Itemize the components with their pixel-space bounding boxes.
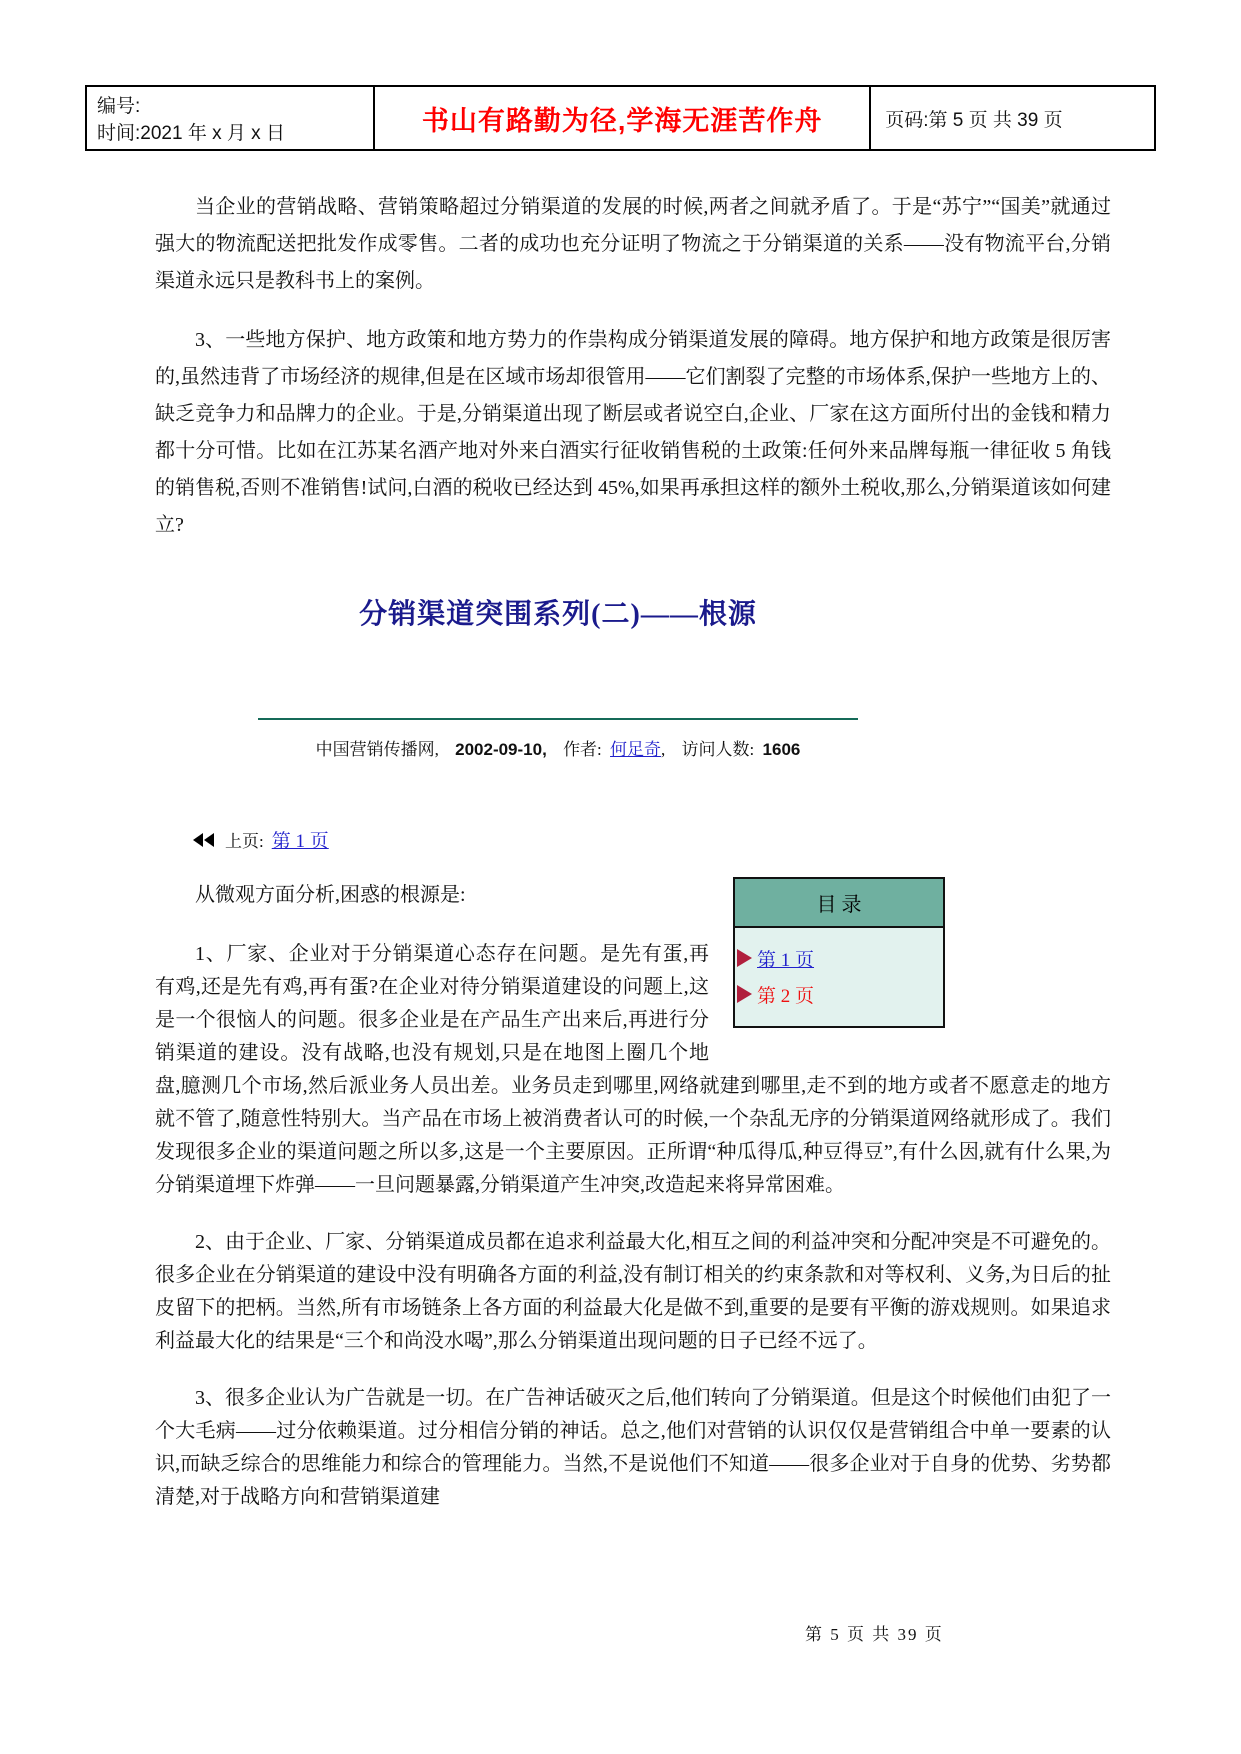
arrow-right-icon [737, 985, 752, 1003]
header-table [85, 85, 1156, 151]
doc-number-label: 编号: [97, 96, 141, 117]
paragraph-point2: 2、由于企业、厂家、分销渠道成员都在追求利益最大化,相互之间的利益冲突和分配冲突是不可避免的。很多企业在分销渠道的建设中没有明确各方面的利益,没有制订相关的约束条款和对等权利、义务,为日后的扯皮留下的把柄。当然,所有市场链条上各方面的利益最大化是做不到,重要的是要有平衡的游戏规则。如果追求利益最大化的结果是“三个和尚没水喝”,那么分销渠道出现问题的日子已经不远了。 [155, 1231, 1111, 1352]
toc-link-page1[interactable]: 第 1 页 [757, 949, 815, 971]
article-head [143, 592, 973, 762]
source-site: 中国营销传播网, [315, 740, 439, 759]
header-cell-meta [87, 87, 375, 149]
header-cell-slogan [375, 87, 871, 149]
source-date: 2002-09-10, [455, 740, 547, 759]
toc-title: 目 录 [735, 879, 943, 928]
article-title: 分销渠道突围系列(二)——根源 [359, 599, 757, 630]
article-body [155, 879, 1111, 1514]
paragraph-logistics: 当企业的营销战略、营销策略超过分销渠道的发展的时候,两者之间就矛盾了。于是“苏宁”“国美”就通过强大的物流配送把批发作成零售。二者的成功也充分证明了物流之于分销渠道的关系——没有物流平台,分销渠道永远只是教科书上的案例。 [155, 196, 1111, 292]
toc-item-page1[interactable] [737, 940, 935, 976]
header-cell-page [871, 87, 1154, 149]
paragraph-point1: 1、厂家、企业对于分销渠道心态存在问题。是先有蛋,再有鸡,还是先有鸡,再有蛋?在企业对待分销渠道建设的问题上,这是一个很恼人的问题。很多企业是在产品生产出来后,再进行分销渠道的建设。没有战略,也没有规划,只是在地图上圈几个地盘,臆测几个市场,然后派业务人员出差。业务员走到哪里,网络就建到哪里,走不到的地方或者不愿意走的地方就不管了,随意性特别大。当产品在市场上被消费者认可的时候,一个杂乱无序的分销渠道网络就形成了。我们发现很多企业的渠道问题之所以多,这是一个主要原因。正所谓“种瓜得瓜,种豆得豆”,有什么因,就有什么果,为分销渠道埋下炸弹——一旦问题暴露,分销渠道产生冲突,改造起来将异常困难。 [155, 943, 1111, 1196]
visits-label: 访问人数: [681, 740, 755, 759]
author-suffix: , [661, 740, 666, 759]
visits-count: 1606 [762, 740, 801, 759]
arrow-right-icon [737, 949, 752, 967]
page-footer: 第 5 页 共 39 页 [805, 1625, 944, 1644]
toc-box [733, 877, 945, 1028]
header-page-number: 页码:第 5 页 共 39 页 [885, 109, 1063, 131]
intro-section [155, 189, 1111, 544]
title-divider [258, 718, 858, 720]
toc-current-page2: 第 2 页 [757, 985, 815, 1007]
author-link[interactable]: 何足奇 [610, 740, 662, 759]
author-label: 作者: [563, 740, 602, 759]
paragraph-point3: 3、很多企业认为广告就是一切。在广告神话破灭之后,他们转向了分销渠道。但是这个时候他们由犯了一个大毛病——过分依赖渠道。过分相信分销的神话。总之,他们对营销的认识仅仅是营销组合中单一要素的认识,而缺乏综合的思维能力和综合的管理能力。当然,不是说他们不知道——很多企业对于自身的优势、劣势都清楚,对于战略方向和营销渠道建 [155, 1387, 1111, 1508]
header-slogan: 书山有路勤为径,学海无涯苦作舟 [421, 105, 823, 136]
doc-time-label: 时间:2021 年 x 月 x 日 [97, 123, 285, 144]
left-triangle-icon [204, 833, 214, 847]
left-triangle-icon [193, 833, 203, 847]
prev-page-link[interactable]: 第 1 页 [271, 831, 329, 852]
prev-page-nav [193, 826, 1241, 853]
prev-page-label: 上页: [225, 832, 264, 851]
source-line [143, 738, 973, 762]
toc-item-page2[interactable] [737, 976, 935, 1012]
rewind-icon [193, 833, 215, 847]
paragraph-micro-intro: 从微观方面分析,困惑的根源是: [195, 884, 466, 906]
paragraph-local-protection: 3、一些地方保护、地方政策和地方势力的作祟构成分销渠道发展的障碍。地方保护和地方政策是很厉害的,虽然违背了市场经济的规律,但是在区域市场却很管用——它们割裂了完整的市场体系,保护一些地方上的、缺乏竞争力和品牌力的企业。于是,分销渠道出现了断层或者说空白,企业、厂家在这方面所付出的金钱和精力都十分可惜。比如在江苏某名酒产地对外来白酒实行征收销售税的土政策:任何外来品牌每瓶一律征收 5 角钱的销售税,否则不准销售!试问,白酒的税收已经达到 45%,如果再承担这样的额外土税收,那么,分销渠道该如何建立? [155, 329, 1111, 536]
toc-body [735, 928, 943, 1026]
